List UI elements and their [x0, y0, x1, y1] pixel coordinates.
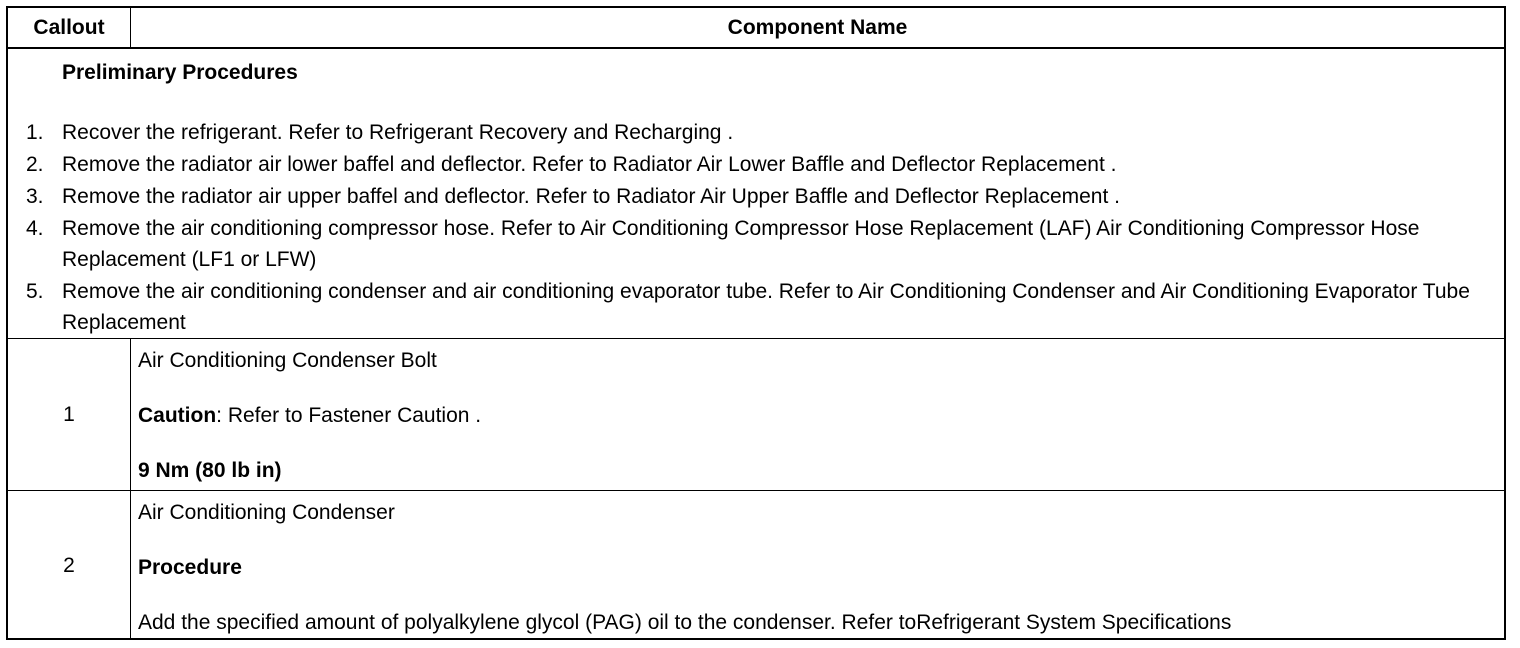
callout-number: 2	[8, 491, 131, 640]
component-cell	[131, 491, 1504, 640]
list-item	[8, 181, 1488, 212]
list-item	[8, 149, 1488, 180]
torque-spec: 9 Nm (80 lb in)	[138, 459, 282, 482]
step-number: 5.	[26, 280, 44, 303]
procedure-text: Add the specified amount of polyalkylene glycol (PAG) oil to the condenser. Refer toRefrigerant System Specifications	[138, 611, 1232, 634]
table-row	[8, 491, 1504, 640]
step-text: Recover the refrigerant. Refer to Refrigerant Recovery and Recharging .	[62, 121, 734, 144]
header-component-name: Component Name	[727, 15, 908, 39]
step-number: 2.	[26, 153, 44, 176]
list-item	[8, 117, 1488, 148]
step-number: 3.	[26, 185, 44, 208]
component-table	[6, 6, 1506, 640]
preliminary-procedures-title: Preliminary Procedures	[62, 61, 298, 84]
caution-text: : Refer to Fastener Caution .	[216, 404, 482, 427]
step-text: Remove the radiator air lower baffel and deflector. Refer to Radiator Air Lower Baffle and Deflector Replacement .	[62, 153, 1117, 176]
caution-line	[138, 403, 1494, 429]
table-row	[8, 339, 1504, 491]
callout-number: 1	[8, 339, 131, 490]
step-number: 4.	[26, 217, 44, 240]
list-item	[8, 213, 1488, 275]
component-name: Air Conditioning Condenser Bolt	[138, 349, 437, 372]
procedure-label: Procedure	[138, 556, 242, 579]
step-number: 1.	[26, 121, 44, 144]
step-text: Remove the air conditioning condenser and air conditioning evaporator tube. Refer to Air Conditioning Condenser and Air Conditioning Evaporator Tube Replacement	[62, 280, 1470, 334]
list-item	[8, 276, 1488, 338]
table-header-row	[8, 8, 1504, 49]
component-cell	[131, 339, 1504, 490]
header-callout: Callout	[8, 8, 131, 47]
preliminary-steps-list	[8, 117, 1488, 339]
step-text: Remove the radiator air upper baffel and deflector. Refer to Radiator Air Upper Baffle and Deflector Replacement .	[62, 185, 1120, 208]
preliminary-procedures-row	[8, 49, 1504, 339]
step-text: Remove the air conditioning compressor hose. Refer to Air Conditioning Compressor Hose Replacement (LAF) Air Conditioning Compressor Hose Replacement (LF1 or LFW)	[62, 217, 1420, 271]
caution-label: Caution	[138, 404, 217, 427]
component-name: Air Conditioning Condenser	[138, 501, 395, 524]
